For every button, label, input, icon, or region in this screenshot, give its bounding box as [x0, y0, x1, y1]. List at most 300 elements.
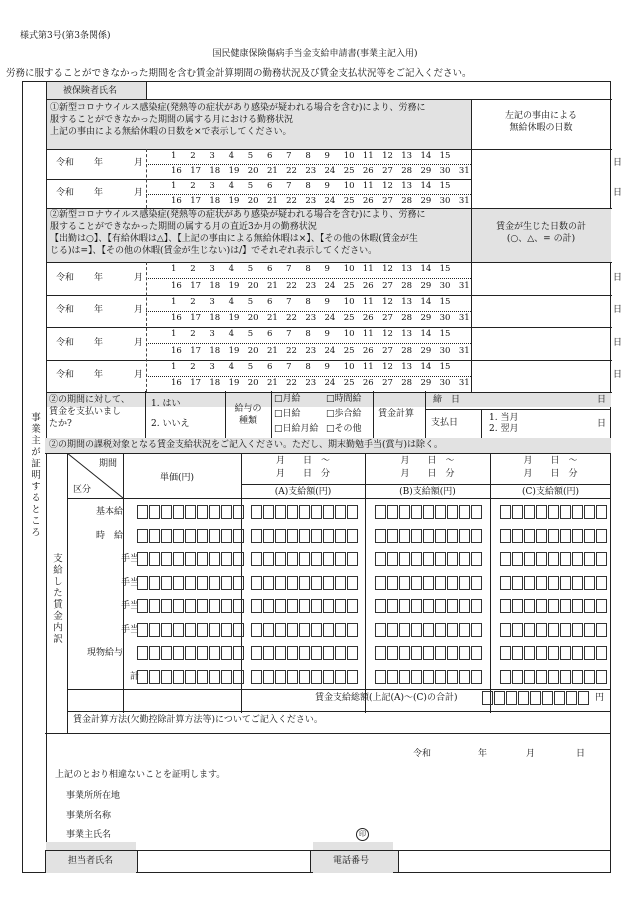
- calc-method-label: 賃金計算方法(欠勤控除計算方法等)についてご記入ください。: [73, 715, 323, 725]
- day-cell[interactable]: 15: [439, 329, 451, 339]
- day-cell[interactable]: 14: [420, 264, 432, 274]
- unit-price-boxes[interactable]: [137, 599, 245, 613]
- days-row-1-15[interactable]: [171, 362, 459, 372]
- breakdown-row-label: 手当: [120, 577, 139, 588]
- day-cell[interactable]: 30: [439, 166, 451, 176]
- office-name-label: 事業所名称: [66, 811, 112, 821]
- day-cell[interactable]: 5: [247, 264, 254, 274]
- section1-right-header: [471, 110, 611, 134]
- amount-boxes[interactable]: [375, 646, 483, 660]
- day-cell[interactable]: 14: [420, 362, 432, 372]
- day-cell[interactable]: 4: [228, 297, 234, 307]
- day-cell[interactable]: 16: [171, 195, 182, 206]
- day-cell[interactable]: 22: [286, 378, 297, 388]
- day-cell[interactable]: 31: [458, 345, 470, 356]
- unit-price-boxes[interactable]: [137, 646, 245, 660]
- day-cell[interactable]: 23: [305, 166, 317, 176]
- wage-daily-monthly-checkbox[interactable]: □日給月給: [274, 424, 319, 434]
- month-month-label: 月: [134, 158, 144, 168]
- day-count-unit: 日: [613, 370, 623, 380]
- amount-boxes[interactable]: [251, 552, 359, 566]
- day-cell[interactable]: 27: [382, 280, 393, 291]
- day-cell[interactable]: 15: [439, 151, 451, 161]
- payday-this-month[interactable]: 1. 当月: [489, 413, 519, 423]
- section2-text-line1: ②新型コロナウイルス感染症(発熱等の症状があり感染が疑われる場合を含む)により、労務に: [50, 210, 426, 220]
- day-cell[interactable]: 17: [190, 166, 202, 176]
- wage-monthly-checkbox[interactable]: □月給: [274, 394, 301, 404]
- day-cell[interactable]: 1: [171, 181, 177, 191]
- month-row[interactable]: [46, 295, 623, 327]
- payment-question-line3: たか?: [49, 419, 72, 429]
- closing-day-label: 締 日: [433, 395, 461, 405]
- amount-boxes[interactable]: [251, 599, 359, 613]
- breakdown-row-label: 計: [129, 671, 139, 682]
- day-cell[interactable]: 7: [286, 329, 292, 339]
- insured-name-label: 被保険者氏名: [63, 86, 118, 96]
- day-cell[interactable]: 10: [343, 264, 355, 274]
- day-cell[interactable]: 16: [171, 345, 182, 356]
- column-c-date-from: 月 日 ～: [523, 456, 578, 466]
- day-cell[interactable]: 18: [209, 195, 221, 206]
- wage-hourly-checkbox[interactable]: □時間給: [326, 394, 362, 404]
- month-row[interactable]: [46, 360, 623, 392]
- day-cell[interactable]: 10: [343, 362, 355, 372]
- day-cell[interactable]: 20: [247, 195, 259, 206]
- amount-boxes[interactable]: [375, 670, 483, 684]
- day-cell[interactable]: 22: [286, 166, 297, 176]
- month-era-label: 令和: [56, 158, 75, 168]
- payment-no-option[interactable]: 2. いいえ: [151, 419, 190, 429]
- day-cell[interactable]: 8: [305, 297, 311, 307]
- day-cell[interactable]: 5: [247, 297, 254, 307]
- section2-right-line1: 賃金が生じた日数の計: [495, 222, 586, 232]
- day-cell[interactable]: 28: [401, 195, 413, 206]
- day-cell[interactable]: 19: [228, 195, 240, 206]
- unit-price-boxes[interactable]: [137, 670, 245, 684]
- day-cell[interactable]: 7: [286, 151, 292, 161]
- payday-next-month[interactable]: 2. 翌月: [489, 424, 519, 434]
- day-cell[interactable]: 28: [401, 166, 413, 176]
- day-cell[interactable]: 7: [286, 264, 292, 274]
- column-a-header: (A)支給額(円): [274, 487, 332, 497]
- day-count-unit: 日: [613, 272, 623, 283]
- day-cell[interactable]: 13: [401, 264, 413, 274]
- day-cell[interactable]: 28: [401, 345, 413, 356]
- unit-price-boxes[interactable]: [137, 576, 245, 590]
- amount-boxes[interactable]: [251, 623, 359, 637]
- day-cell[interactable]: 4: [228, 264, 234, 274]
- days-row-1-15[interactable]: [171, 181, 459, 191]
- day-cell[interactable]: 30: [439, 345, 451, 356]
- day-cell[interactable]: 1: [171, 297, 177, 307]
- day-cell[interactable]: 10: [343, 181, 355, 191]
- day-cell[interactable]: 10: [343, 297, 355, 307]
- unit-price-boxes[interactable]: [137, 623, 245, 637]
- day-cell[interactable]: 30: [439, 195, 451, 206]
- month-row[interactable]: [46, 327, 623, 360]
- section1-text-line3: 上記の事由による無給休暇の日数を×で表示してください。: [50, 127, 292, 137]
- day-cell[interactable]: 8: [305, 181, 311, 191]
- day-cell[interactable]: 21: [266, 345, 278, 356]
- day-cell[interactable]: 29: [420, 345, 432, 356]
- day-cell[interactable]: 13: [401, 151, 413, 161]
- day-cell[interactable]: 25: [343, 378, 355, 388]
- day-cell[interactable]: 2: [190, 329, 196, 339]
- day-cell[interactable]: 12: [382, 181, 393, 191]
- day-cell[interactable]: 11: [362, 151, 374, 161]
- day-cell[interactable]: 2: [190, 297, 196, 307]
- month-month-label: 月: [134, 370, 144, 380]
- day-cell[interactable]: 31: [458, 280, 470, 291]
- payment-yes-option[interactable]: 1. はい: [151, 399, 181, 409]
- amount-boxes[interactable]: [500, 623, 608, 637]
- day-cell[interactable]: 17: [190, 195, 202, 206]
- phone-label: 電話番号: [333, 856, 370, 866]
- day-cell[interactable]: 19: [228, 166, 240, 176]
- seal-icon: 印: [356, 828, 369, 841]
- day-cell[interactable]: 19: [228, 313, 240, 323]
- day-cell[interactable]: 3: [209, 362, 215, 372]
- day-cell[interactable]: 8: [305, 362, 311, 372]
- day-cell[interactable]: 26: [362, 195, 374, 206]
- day-cell[interactable]: 1: [171, 329, 177, 339]
- category-label: 区分: [73, 485, 92, 495]
- day-cell[interactable]: 13: [401, 181, 413, 191]
- breakdown-row: [67, 548, 611, 572]
- day-cell[interactable]: 11: [362, 181, 374, 191]
- wage-daily-checkbox[interactable]: □日給: [274, 409, 301, 419]
- section1-right-line1: 左記の事由による: [504, 111, 577, 121]
- day-cell[interactable]: 1: [171, 264, 177, 274]
- unit-price-boxes[interactable]: [137, 529, 245, 543]
- day-count-unit: 日: [613, 187, 623, 198]
- days-row-16-31[interactable]: [171, 281, 478, 291]
- day-cell[interactable]: 29: [420, 195, 432, 206]
- day-cell[interactable]: 4: [228, 151, 234, 161]
- amount-boxes[interactable]: [500, 505, 608, 519]
- day-cell[interactable]: 29: [420, 166, 432, 176]
- day-cell[interactable]: 28: [401, 313, 413, 323]
- day-cell[interactable]: 25: [343, 313, 355, 323]
- day-cell[interactable]: 6: [266, 329, 273, 339]
- day-cell[interactable]: 23: [305, 378, 317, 388]
- day-cell[interactable]: 21: [266, 378, 278, 388]
- day-cell[interactable]: 31: [458, 166, 470, 176]
- days-row-1-15[interactable]: [171, 329, 459, 339]
- day-cell[interactable]: 4: [228, 329, 234, 339]
- day-cell[interactable]: 2: [190, 151, 196, 161]
- day-cell[interactable]: 24: [324, 313, 336, 323]
- day-cell[interactable]: 11: [362, 297, 374, 307]
- column-c-header: (C)支給額(円): [522, 487, 579, 497]
- day-cell[interactable]: 20: [247, 378, 259, 388]
- days-row-16-31[interactable]: [171, 378, 478, 388]
- day-cell[interactable]: 2: [190, 181, 196, 191]
- employer-name-label: 事業主氏名: [66, 830, 112, 840]
- phone-field[interactable]: [398, 851, 610, 872]
- day-cell[interactable]: 1: [171, 151, 177, 161]
- day-cell[interactable]: 23: [305, 313, 317, 323]
- day-cell[interactable]: 26: [362, 345, 374, 356]
- day-cell[interactable]: 21: [266, 195, 278, 206]
- day-cell[interactable]: 26: [362, 378, 374, 388]
- day-cell[interactable]: 9: [324, 297, 330, 307]
- amount-boxes[interactable]: [375, 505, 483, 519]
- month-row[interactable]: [46, 262, 623, 295]
- side-label-employer: 事業主が証明するところ: [29, 412, 40, 539]
- day-cell[interactable]: 23: [305, 345, 317, 356]
- days-row-16-31[interactable]: [171, 313, 478, 323]
- day-cell[interactable]: 24: [324, 195, 336, 206]
- month-month-label: 月: [134, 272, 144, 283]
- day-cell[interactable]: 26: [362, 280, 374, 291]
- day-cell[interactable]: 3: [209, 329, 215, 339]
- day-cell[interactable]: 21: [266, 280, 278, 291]
- amount-boxes[interactable]: [375, 552, 483, 566]
- day-cell[interactable]: 27: [382, 378, 393, 388]
- day-cell[interactable]: 16: [171, 280, 182, 291]
- day-cell[interactable]: 23: [305, 195, 317, 206]
- day-cell[interactable]: 12: [382, 264, 393, 274]
- period-label: 期間: [99, 459, 118, 469]
- day-cell[interactable]: 6: [266, 151, 273, 161]
- day-cell[interactable]: 21: [266, 313, 278, 323]
- section2-text-line4: じる)は=】、【その他の休暇(賃金が生じない)は/】でそれぞれ表示してください。: [50, 246, 378, 256]
- day-cell[interactable]: 30: [439, 313, 451, 323]
- day-cell[interactable]: 14: [420, 181, 432, 191]
- month-month-label: 月: [134, 305, 144, 315]
- day-cell[interactable]: 15: [439, 362, 451, 372]
- day-cell[interactable]: 22: [286, 313, 297, 323]
- day-cell[interactable]: 22: [286, 345, 297, 356]
- day-cell[interactable]: 29: [420, 378, 432, 388]
- day-cell[interactable]: 19: [228, 345, 240, 356]
- amount-boxes[interactable]: [251, 529, 359, 543]
- day-cell[interactable]: 28: [401, 280, 413, 291]
- day-cell[interactable]: 9: [324, 264, 330, 274]
- day-cell[interactable]: 17: [190, 345, 202, 356]
- month-row[interactable]: [46, 179, 623, 208]
- amount-boxes[interactable]: [251, 505, 359, 519]
- day-cell[interactable]: 25: [343, 345, 355, 356]
- days-row-1-15[interactable]: [171, 264, 459, 274]
- day-cell[interactable]: 31: [458, 313, 470, 323]
- day-cell[interactable]: 30: [439, 378, 451, 388]
- day-cell[interactable]: 9: [324, 151, 330, 161]
- amount-boxes[interactable]: [375, 529, 483, 543]
- day-cell[interactable]: 13: [401, 362, 413, 372]
- day-cell[interactable]: 20: [247, 313, 259, 323]
- day-cell[interactable]: 24: [324, 280, 336, 291]
- breakdown-row-label: 手当: [120, 554, 139, 564]
- day-cell[interactable]: 18: [209, 280, 221, 291]
- amount-boxes[interactable]: [500, 599, 608, 613]
- certify-text: 上記のとおり相違ないことを証明します。: [55, 770, 226, 780]
- day-cell[interactable]: 3: [209, 181, 215, 191]
- month-year-label: 年: [94, 370, 104, 380]
- day-cell[interactable]: 26: [362, 166, 374, 176]
- day-cell[interactable]: 11: [362, 264, 374, 274]
- unit-price-boxes[interactable]: [137, 505, 245, 519]
- day-cell[interactable]: 5: [247, 181, 254, 191]
- day-cell[interactable]: 30: [439, 280, 451, 291]
- amount-boxes[interactable]: [500, 670, 608, 684]
- day-cell[interactable]: 6: [266, 362, 273, 372]
- month-year-label: 年: [94, 187, 104, 198]
- month-month-label: 月: [134, 337, 144, 348]
- day-cell[interactable]: 6: [266, 297, 273, 307]
- breakdown-row-label: 基本給: [95, 507, 123, 517]
- day-cell[interactable]: 5: [247, 151, 254, 161]
- day-cell[interactable]: 24: [324, 378, 336, 388]
- day-cell[interactable]: 14: [420, 151, 432, 161]
- amount-boxes[interactable]: [251, 670, 359, 684]
- day-cell[interactable]: 12: [382, 151, 393, 161]
- day-cell[interactable]: 13: [401, 297, 413, 307]
- day-cell[interactable]: 9: [324, 362, 330, 372]
- day-cell[interactable]: 18: [209, 345, 221, 356]
- day-cell[interactable]: 25: [343, 195, 355, 206]
- day-cell[interactable]: 4: [228, 181, 234, 191]
- day-cell[interactable]: 8: [305, 329, 311, 339]
- day-cell[interactable]: 5: [247, 329, 254, 339]
- amount-boxes[interactable]: [251, 646, 359, 660]
- date-day: 日: [576, 749, 586, 759]
- day-cell[interactable]: 5: [247, 362, 254, 372]
- day-cell[interactable]: 29: [420, 313, 432, 323]
- day-cell[interactable]: 18: [209, 378, 221, 388]
- day-cell[interactable]: 17: [190, 280, 202, 291]
- day-cell[interactable]: 3: [209, 151, 215, 161]
- amount-boxes[interactable]: [375, 576, 483, 590]
- wage-type-label: [225, 403, 271, 427]
- day-cell[interactable]: 13: [401, 329, 413, 339]
- days-row-1-15[interactable]: [171, 297, 459, 307]
- section2-right-header: [471, 221, 611, 245]
- day-cell[interactable]: 7: [286, 297, 292, 307]
- day-cell[interactable]: 10: [343, 151, 355, 161]
- day-cell[interactable]: 22: [286, 280, 297, 291]
- day-cell[interactable]: 14: [420, 297, 432, 307]
- day-cell[interactable]: 24: [324, 345, 336, 356]
- wage-other-checkbox[interactable]: □その他: [326, 424, 362, 434]
- day-cell[interactable]: 4: [228, 362, 234, 372]
- day-cell[interactable]: 31: [458, 195, 470, 206]
- breakdown-row: [67, 572, 611, 596]
- day-cell[interactable]: 16: [171, 378, 182, 388]
- day-cell[interactable]: 9: [324, 181, 330, 191]
- day-cell[interactable]: 11: [362, 362, 374, 372]
- day-cell[interactable]: 20: [247, 166, 259, 176]
- day-cell[interactable]: 19: [228, 378, 240, 388]
- amount-boxes[interactable]: [375, 623, 483, 637]
- month-row[interactable]: [46, 149, 623, 179]
- amount-boxes[interactable]: [251, 576, 359, 590]
- day-cell[interactable]: 29: [420, 280, 432, 291]
- day-cell[interactable]: 25: [343, 280, 355, 291]
- section1-text-line1: ①新型コロナウイルス感染症(発熱等の症状があり感染が疑われる場合を含む)により、労務に: [50, 103, 426, 113]
- day-cell[interactable]: 6: [266, 264, 273, 274]
- month-era-label: 令和: [56, 272, 75, 283]
- day-cell[interactable]: 22: [286, 195, 297, 206]
- day-cell[interactable]: 16: [171, 313, 182, 323]
- days-row-16-31[interactable]: [171, 166, 478, 176]
- day-cell[interactable]: 17: [190, 378, 202, 388]
- day-cell[interactable]: 27: [382, 345, 393, 356]
- day-cell[interactable]: 23: [305, 280, 317, 291]
- staff-name-field[interactable]: [137, 851, 310, 872]
- day-cell[interactable]: 27: [382, 313, 393, 323]
- day-cell[interactable]: 1: [171, 362, 177, 372]
- day-cell[interactable]: 27: [382, 166, 393, 176]
- day-cell[interactable]: 20: [247, 345, 259, 356]
- day-cell[interactable]: 8: [305, 264, 311, 274]
- day-cell[interactable]: 11: [362, 329, 374, 339]
- day-cell[interactable]: 7: [286, 362, 292, 372]
- day-cell[interactable]: 12: [382, 329, 393, 339]
- instruction-text: 労務に服することができなかった期間を含む賃金計算期間の勤務状況及び賃金支払状況等をご記入ください。: [6, 68, 472, 79]
- day-cell[interactable]: 12: [382, 362, 393, 372]
- wage-commission-checkbox[interactable]: □歩合給: [326, 409, 362, 419]
- day-cell[interactable]: 28: [401, 378, 413, 388]
- amount-boxes[interactable]: [500, 576, 608, 590]
- day-cell[interactable]: 20: [247, 280, 259, 291]
- total-label: 賃金支給総額(上記(A)～(C)の合計): [315, 693, 458, 703]
- days-row-16-31[interactable]: [171, 196, 478, 206]
- day-cell[interactable]: 7: [286, 181, 292, 191]
- day-cell[interactable]: 26: [362, 313, 374, 323]
- day-cell[interactable]: 18: [209, 313, 221, 323]
- day-cell[interactable]: 19: [228, 280, 240, 291]
- days-row-16-31[interactable]: [171, 346, 478, 356]
- section1-text-line2: 服することができなかった期間の属する月における勤務状況: [50, 115, 294, 125]
- day-cell[interactable]: 14: [420, 329, 432, 339]
- day-cell[interactable]: 21: [266, 166, 278, 176]
- day-cell[interactable]: 3: [209, 297, 215, 307]
- payday-unit: 日: [597, 419, 607, 429]
- unit-price-boxes[interactable]: [137, 552, 245, 566]
- column-a-date-to: 月 日 分: [275, 469, 330, 479]
- day-cell[interactable]: 3: [209, 264, 215, 274]
- day-cell[interactable]: 16: [171, 166, 182, 176]
- day-cell[interactable]: 10: [343, 329, 355, 339]
- day-cell[interactable]: 2: [190, 362, 196, 372]
- amount-boxes[interactable]: [500, 552, 608, 566]
- amount-boxes[interactable]: [500, 646, 608, 660]
- day-cell[interactable]: 18: [209, 166, 221, 176]
- amount-boxes[interactable]: [375, 599, 483, 613]
- column-b-date-from: 月 日 ～: [400, 456, 455, 466]
- day-cell[interactable]: 6: [266, 181, 273, 191]
- day-cell[interactable]: 27: [382, 195, 393, 206]
- days-row-1-15[interactable]: [171, 151, 459, 161]
- day-cell[interactable]: 31: [458, 378, 470, 388]
- day-cell[interactable]: 15: [439, 181, 451, 191]
- day-cell[interactable]: 15: [439, 297, 451, 307]
- day-cell[interactable]: 8: [305, 151, 311, 161]
- month-year-label: 年: [94, 305, 104, 315]
- day-cell[interactable]: 2: [190, 264, 196, 274]
- day-cell[interactable]: 17: [190, 313, 202, 323]
- total-amount-boxes[interactable]: [482, 691, 590, 705]
- day-cell[interactable]: 25: [343, 166, 355, 176]
- day-cell[interactable]: 15: [439, 264, 451, 274]
- day-cell[interactable]: 12: [382, 297, 393, 307]
- amount-boxes[interactable]: [500, 529, 608, 543]
- day-cell[interactable]: 9: [324, 329, 330, 339]
- day-cell[interactable]: 24: [324, 166, 336, 176]
- staff-name-label: 担当者氏名: [68, 856, 114, 866]
